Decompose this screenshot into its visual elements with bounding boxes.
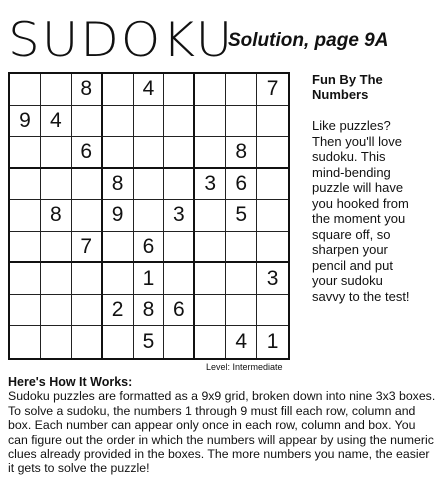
given-cell: 9 — [10, 106, 41, 138]
empty-cell[interactable] — [257, 232, 288, 264]
given-cell: 6 — [134, 232, 165, 264]
given-cell: 6 — [72, 137, 103, 169]
empty-cell[interactable] — [41, 232, 72, 264]
empty-cell[interactable] — [10, 326, 41, 358]
given-cell: 1 — [134, 263, 165, 295]
empty-cell[interactable] — [10, 169, 41, 201]
empty-cell[interactable] — [72, 263, 103, 295]
empty-cell[interactable] — [134, 200, 165, 232]
empty-cell[interactable] — [226, 263, 257, 295]
given-cell: 8 — [226, 137, 257, 169]
empty-cell[interactable] — [195, 232, 226, 264]
sudoku-grid — [8, 72, 290, 360]
empty-cell[interactable] — [41, 295, 72, 327]
empty-cell[interactable] — [164, 137, 195, 169]
empty-cell[interactable] — [10, 263, 41, 295]
given-cell: 8 — [41, 200, 72, 232]
given-cell: 3 — [195, 169, 226, 201]
given-cell: 4 — [226, 326, 257, 358]
empty-cell[interactable] — [226, 232, 257, 264]
empty-cell[interactable] — [195, 326, 226, 358]
empty-cell[interactable] — [41, 326, 72, 358]
empty-cell[interactable] — [134, 137, 165, 169]
empty-cell[interactable] — [72, 200, 103, 232]
empty-cell[interactable] — [10, 200, 41, 232]
given-cell: 6 — [164, 295, 195, 327]
empty-cell[interactable] — [257, 106, 288, 138]
given-cell: 7 — [72, 232, 103, 264]
empty-cell[interactable] — [195, 137, 226, 169]
empty-cell[interactable] — [164, 263, 195, 295]
given-cell: 8 — [72, 74, 103, 106]
given-cell: 9 — [103, 200, 134, 232]
empty-cell[interactable] — [226, 295, 257, 327]
given-cell: 2 — [103, 295, 134, 327]
empty-cell[interactable] — [10, 232, 41, 264]
empty-cell[interactable] — [103, 106, 134, 138]
given-cell: 5 — [134, 326, 165, 358]
empty-cell[interactable] — [10, 74, 41, 106]
empty-cell[interactable] — [257, 200, 288, 232]
instructions-body: Sudoku puzzles are formatted as a 9x9 grid, broken down into nine 3x3 boxes. To solve a sudoku, the numbers 1 through 9 must fill each row, column and box. Each number can appear only once in each row, column and box. You can figure out the order in which the numbers will appear by using the numeric clues already provided in the boxes. The more numbers you name, the easier it gets to solve the puzzle! — [8, 389, 436, 476]
empty-cell[interactable] — [72, 169, 103, 201]
empty-cell[interactable] — [195, 295, 226, 327]
given-cell: 7 — [257, 74, 288, 106]
empty-cell[interactable] — [164, 169, 195, 201]
empty-cell[interactable] — [103, 137, 134, 169]
solution-reference: Solution, page 9A — [228, 30, 389, 51]
given-cell: 6 — [226, 169, 257, 201]
empty-cell[interactable] — [41, 263, 72, 295]
empty-cell[interactable] — [226, 106, 257, 138]
empty-cell[interactable] — [41, 137, 72, 169]
empty-cell[interactable] — [195, 106, 226, 138]
sidebar-heading: Fun By The Numbers — [312, 72, 383, 102]
sidebar-intro — [312, 72, 437, 304]
given-cell: 3 — [164, 200, 195, 232]
empty-cell[interactable] — [72, 106, 103, 138]
empty-cell[interactable] — [72, 326, 103, 358]
empty-cell[interactable] — [195, 200, 226, 232]
given-cell: 3 — [257, 263, 288, 295]
empty-cell[interactable] — [195, 74, 226, 106]
empty-cell[interactable] — [103, 74, 134, 106]
empty-cell[interactable] — [195, 263, 226, 295]
empty-cell[interactable] — [257, 169, 288, 201]
sidebar-body: Like puzzles? Then you'll love sudoku. This mind-bending puzzle will have you hooked from the moment you square off, so sharpen your pencil and put your sudoku savvy to the test! — [312, 118, 410, 304]
empty-cell[interactable] — [257, 295, 288, 327]
given-cell: 4 — [41, 106, 72, 138]
empty-cell[interactable] — [103, 232, 134, 264]
empty-cell[interactable] — [10, 295, 41, 327]
empty-cell[interactable] — [164, 232, 195, 264]
empty-cell[interactable] — [41, 74, 72, 106]
empty-cell[interactable] — [164, 326, 195, 358]
given-cell: 1 — [266, 330, 279, 354]
given-cell: 5 — [226, 200, 257, 232]
empty-cell[interactable] — [103, 263, 134, 295]
given-cell: 8 — [134, 295, 165, 327]
empty-cell[interactable] — [226, 74, 257, 106]
empty-cell[interactable] — [134, 169, 165, 201]
instructions-heading: Here's How It Works: — [8, 375, 133, 389]
given-cell: 4 — [134, 74, 165, 106]
empty-cell[interactable] — [10, 137, 41, 169]
given-cell: 8 — [103, 169, 134, 201]
empty-cell[interactable] — [257, 137, 288, 169]
difficulty-level: Level: Intermediate — [206, 362, 283, 372]
empty-cell[interactable] — [41, 169, 72, 201]
empty-cell[interactable] — [134, 106, 165, 138]
instructions — [8, 375, 436, 476]
empty-cell[interactable] — [72, 295, 103, 327]
empty-cell[interactable] — [164, 106, 195, 138]
empty-cell[interactable] — [164, 74, 195, 106]
page-title: SUDOKU — [8, 12, 235, 68]
empty-cell[interactable] — [103, 326, 134, 358]
